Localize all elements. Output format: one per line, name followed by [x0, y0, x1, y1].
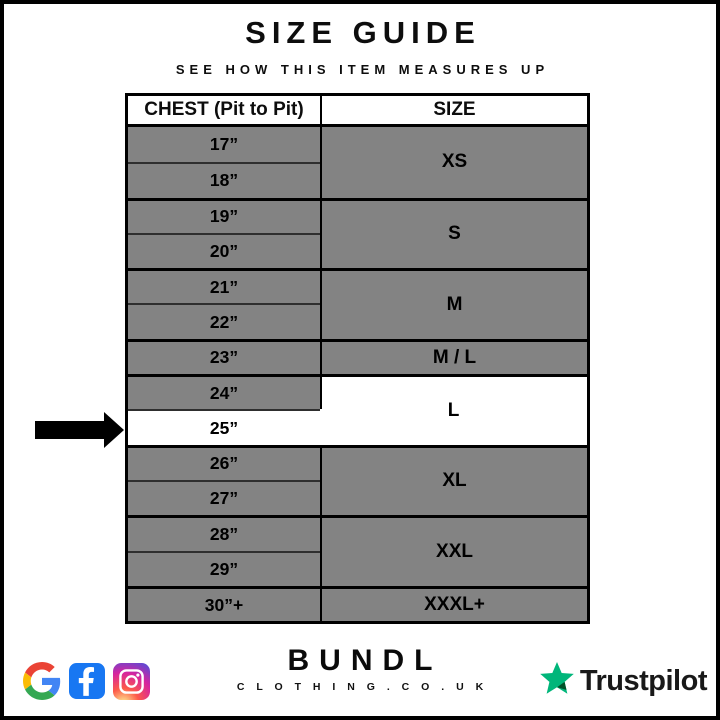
chest-cell-22: 22” [128, 303, 320, 338]
trustpilot-logo [538, 660, 707, 703]
chest-cell-19: 19” [128, 198, 320, 233]
current-size-arrow-icon [35, 412, 124, 448]
size-cell-ml: M / L [320, 339, 587, 374]
size-guide-table [125, 93, 590, 624]
size-cell-xs: XS [320, 127, 587, 198]
size-cell-xxxlplus: XXXL+ [320, 586, 587, 621]
brand-name: BUNDL [287, 644, 443, 677]
chest-cell-18: 18” [128, 162, 320, 197]
chest-cell-26: 26” [128, 445, 320, 480]
chest-cell-29: 29” [128, 551, 320, 586]
column-header-chest: CHEST (Pit to Pit) [128, 96, 320, 127]
size-cell-xl: XL [320, 445, 587, 516]
chest-cell-28: 28” [128, 515, 320, 550]
chest-cell-24: 24” [128, 374, 320, 409]
trustpilot-wordmark: Trustpilot [579, 665, 707, 697]
chest-cell-27: 27” [128, 480, 320, 515]
trustpilot-star-icon [538, 660, 576, 703]
chest-cell-21: 21” [128, 268, 320, 303]
size-cell-s: S [320, 198, 587, 269]
chest-cell-17: 17” [128, 127, 320, 162]
header [0, 0, 720, 77]
page-subtitle: SEE HOW THIS ITEM MEASURES UP [175, 62, 550, 77]
chest-cell-25-highlighted: 25” [128, 409, 320, 444]
column-header-size: SIZE [320, 96, 587, 127]
arrow-shaft [35, 421, 104, 439]
size-cell-xxl: XXL [320, 515, 587, 586]
chest-cell-20: 20” [128, 233, 320, 268]
size-cell-m: M [320, 268, 587, 339]
size-cell-l-highlighted: L [320, 374, 587, 445]
arrow-head [104, 412, 124, 448]
chest-cell-30plus: 30”+ [128, 586, 320, 621]
chest-cell-23: 23” [128, 339, 320, 374]
page-title: SIZE GUIDE [245, 15, 481, 50]
brand-domain: C L O T H I N G . C O . U K [236, 681, 488, 693]
